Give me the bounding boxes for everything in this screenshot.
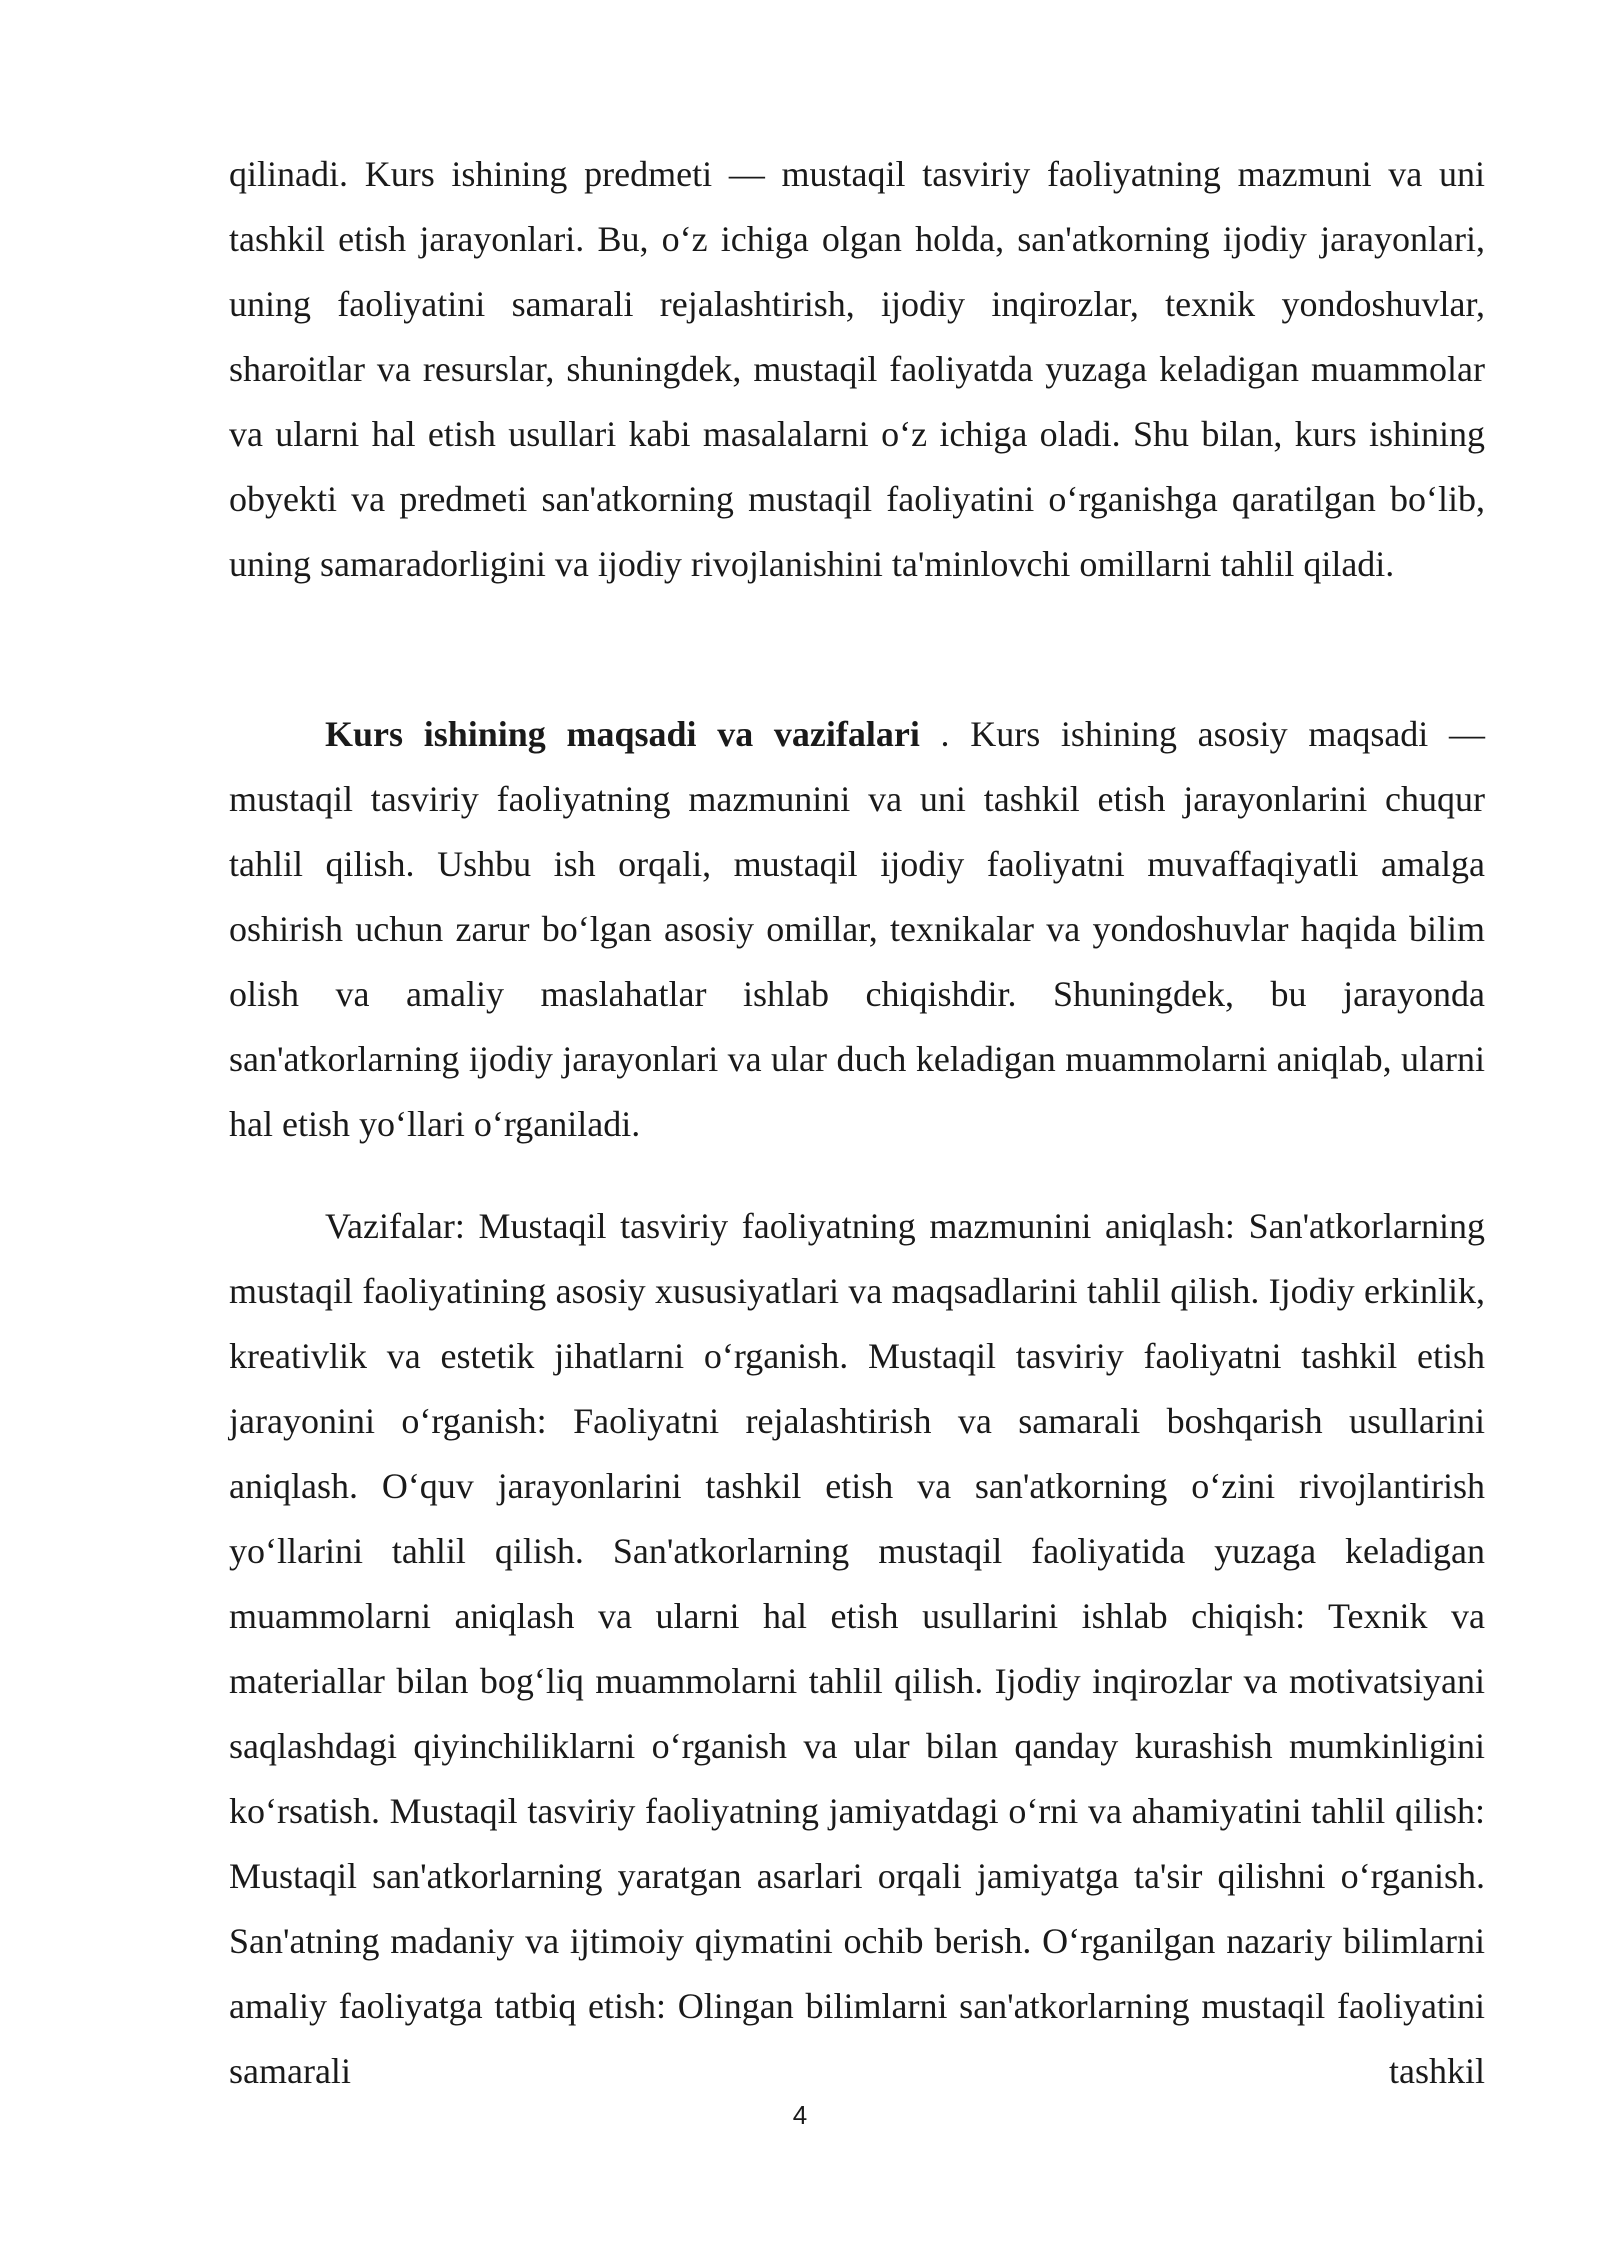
paragraph-text: . Kurs ishining asosiy maqsadi — mustaqil tasviriy faoliyatning mazmunini va uni tashkil etish jarayonlarini chuqur tahlil qilish. Ushbu ish orqali, mustaqil ijodiy faoliyatni muvaffaqiyatli amalga oshirish uchun zarur bo‘lgan asosiy omillar, texnikalar va yondoshuvlar haqida bilim olish va amaliy maslahatlar ishlab chiqishdir. Shuningdek, bu jarayonda san'atkorlarning ijodiy jarayonlari va ular duch keladigan muammolarni aniqlab, ularni hal etish yo‘llari o‘rganiladi. — [229, 714, 1485, 1144]
page-number: 4 — [792, 2100, 808, 2130]
paragraph-text: Vazifalar: Mustaqil tasviriy faoliyatning mazmunini aniqlash: San'atkorlarning mustaqil faoliyatining asosiy xususiyatlari va maqsadlarini tahlil qilish. Ijodiy erkinlik, kreativlik va estetik jihatlarni o‘rganish. Mustaqil tasviriy faoliyatni tashkil etish jarayonini o‘rganish: Faoliyatni rejalashtirish va samarali boshqarish usullarini aniqlash. O‘quv jarayonlarini tashkil etish va san'atkorning o‘zini rivojlantirish yo‘llarini tahlil qilish. San'atkorlarning mustaqil faoliyatida yuzaga keladigan muammolarni aniqlash va ularni hal etish usullarini ishlab chiqish: Texnik va materiallar bilan bog‘liq muammolarni tahlil qilish. Ijodiy inqirozlar va motivatsiyani saqlashdagi qiyinchiliklarni o‘rganish va ular bilan qanday kurashish mumkinligini ko‘rsatish. Mustaqil tasviriy faoliyatning jamiyatdagi o‘rni va ahamiyatini tahlil qilish: Mustaqil san'atkorlarning yaratgan asarlari orqali jamiyatga ta'sir qilishni o‘rganish. San'atning madaniy va ijtimoiy qiymatini ochib berish. O‘rganilgan nazariy bilimlarni amaliy faoliyatga tatbiq etish: Olingan bilimlarni san'atkorlarning mustaqil faoliyatini samarali tashkil — [229, 1206, 1485, 2091]
paragraph-text: qilinadi. Kurs ishining predmeti — mustaqil tasviriy faoliyatning mazmuni va uni tashkil etish jarayonlari. Bu, o‘z ichiga olgan holda, san'atkorning ijodiy jarayonlari, uning faoliyatini samarali rejalashtirish, ijodiy inqirozlar, texnik yondoshuvlar, sharoitlar va resurslar, shuningdek, mustaqil faoliyatda yuzaga keladigan muammolar va ularni hal etish usullari kabi masalalarni o‘z ichiga oladi. Shu bilan, kurs ishining obyekti va predmeti san'atkorning mustaqil faoliyatini o‘rganishga qaratilgan bo‘lib, uning samaradorligini va ijodiy rivojlanishini ta'minlovchi omillarni tahlil qiladi. — [229, 154, 1485, 584]
section-heading: Kurs ishining maqsadi va vazifalari — [325, 714, 920, 754]
paragraph-goals — [229, 702, 1485, 1157]
paragraph-object-subject — [229, 142, 1485, 597]
paragraph-tasks — [229, 1194, 1485, 2104]
